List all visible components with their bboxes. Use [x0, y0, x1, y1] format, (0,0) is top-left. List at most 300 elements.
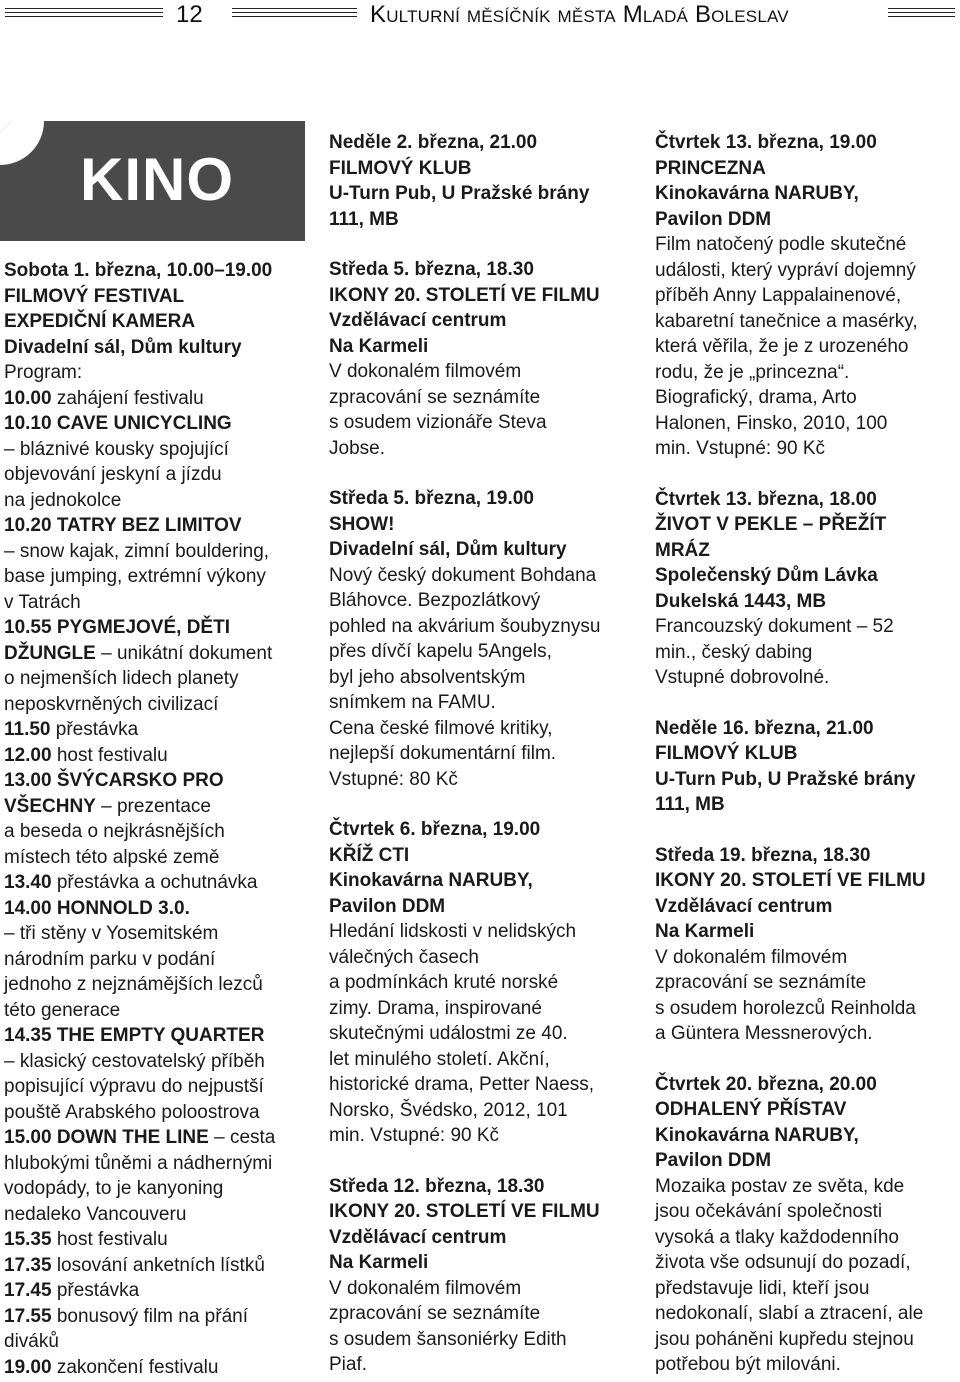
line-text: nejlepší dokumentární film. — [329, 743, 557, 764]
text-line — [4, 488, 309, 514]
line-text: bonusový film na přání — [51, 1305, 248, 1327]
line-text: na jednokolce — [4, 489, 122, 511]
line-bold-text: 15.35 — [4, 1229, 52, 1250]
line-bold-text: FILMOVÝ KLUB — [655, 743, 798, 764]
line-bold-text: 17.35 — [4, 1254, 52, 1276]
text-line — [4, 1278, 309, 1304]
line-bold-text: Čtvrtek 6. března, 19.00 — [329, 819, 541, 840]
line-text: snímkem na FAMU. — [329, 692, 496, 713]
line-text: jsou očekávání společnosti — [655, 1201, 883, 1222]
text-line — [329, 945, 639, 971]
text-line — [4, 921, 309, 947]
text-line — [4, 335, 309, 361]
line-text: let minulého století. Akční, — [329, 1048, 550, 1070]
line-bold-text: MRÁZ — [655, 539, 710, 561]
line-text: jsou poháněni kupředu stejnou — [655, 1328, 914, 1350]
text-line — [329, 588, 639, 614]
text-line — [329, 690, 639, 716]
line-text: Vstupné: 80 Kč — [329, 768, 458, 790]
text-line — [4, 386, 309, 412]
line-text: národním parku v podání — [4, 948, 216, 970]
line-text: Cena české filmové kritiky, — [329, 717, 553, 739]
line-text: losování anketních lístků — [51, 1254, 265, 1276]
line-text: – unikátní dokument — [95, 642, 273, 664]
line-bold-text: Čtvrtek 13. března, 19.00 — [655, 132, 877, 153]
line-text: host festivalu — [51, 1229, 168, 1250]
line-text: pohled na akvárium šoubyznysu — [329, 615, 601, 637]
line-text: jednoho z nejznámějších lezců — [4, 974, 263, 995]
event-block — [655, 487, 960, 691]
line-bold-text: 15.00 DOWN THE LINE — [4, 1127, 209, 1148]
line-text: představuje lidi, kteří jsou — [655, 1277, 870, 1299]
text-line — [4, 870, 309, 896]
page-header — [0, 0, 960, 40]
line-text: s osudem vizionáře Steva — [329, 412, 547, 433]
event-spacer — [655, 1047, 960, 1072]
line-bold-text: Vzdělávací centrum — [329, 310, 507, 331]
text-line — [655, 640, 960, 666]
line-bold-text: 13.00 ŠVÝCARSKO PRO — [4, 770, 224, 791]
event-block — [655, 716, 960, 818]
line-bold-text: Středa 5. března, 19.00 — [329, 488, 534, 509]
line-bold-text: 19.00 — [4, 1356, 52, 1378]
line-bold-text: Sobota 1. března, 10.00–19.00 — [4, 260, 273, 281]
line-text: popisující výpravu do nejpustší — [4, 1076, 264, 1097]
line-text: V dokonalém filmovém — [329, 1277, 522, 1299]
text-line — [329, 181, 639, 207]
line-text: V dokonalém filmovém — [329, 361, 522, 382]
line-text: objevování jeskyní a jízdu — [4, 464, 222, 485]
text-line — [329, 843, 639, 869]
text-line — [4, 794, 309, 820]
text-line — [329, 868, 639, 894]
line-text: byl jeho absolventským — [329, 666, 526, 688]
text-line — [4, 411, 309, 437]
line-text: a beseda o nejkrásnějších — [4, 821, 225, 842]
text-line — [329, 537, 639, 563]
line-bold-text: 13.40 — [4, 872, 52, 893]
text-line — [4, 1074, 309, 1100]
line-text: s osudem horolezců Reinholda — [655, 997, 916, 1019]
text-line — [4, 666, 309, 692]
text-line — [329, 385, 639, 411]
line-text: rodu, že je „princezna“. — [655, 361, 850, 383]
text-line — [655, 563, 960, 589]
line-text: skutečnými událostmi ze 40. — [329, 1023, 568, 1044]
line-text: potřebou být milováni. — [655, 1354, 841, 1375]
text-line — [329, 1047, 639, 1073]
line-text: přestávka — [50, 719, 139, 740]
text-line — [329, 996, 639, 1022]
text-line — [4, 896, 309, 922]
text-line — [655, 665, 960, 691]
text-line — [655, 868, 960, 894]
text-line — [4, 1100, 309, 1126]
line-bold-text: 111, MB — [329, 208, 399, 230]
line-bold-text: Neděle 16. března, 21.00 — [655, 717, 874, 739]
line-text: Halonen, Finsko, 2010, 100 — [655, 412, 888, 434]
line-bold-text: 11.50 — [4, 719, 51, 740]
line-text: zakončení festivalu — [51, 1356, 219, 1378]
header-rule-middle — [232, 16, 357, 17]
line-text: base jumping, extrémní výkony — [4, 566, 266, 587]
line-bold-text: Divadelní sál, Dům kultury — [329, 539, 567, 560]
text-line — [329, 257, 639, 283]
line-bold-text: Kinokavárna NARUBY, — [655, 1124, 859, 1146]
column-festival-program — [4, 258, 309, 1380]
text-line — [655, 741, 960, 767]
text-line — [4, 947, 309, 973]
text-line — [655, 360, 960, 386]
event-block — [329, 257, 639, 461]
event-block — [329, 486, 639, 792]
header-rule-right — [888, 16, 955, 17]
line-bold-text: 14.35 THE EMPTY QUARTER — [4, 1025, 265, 1046]
line-bold-text: Na Karmeli — [329, 335, 429, 357]
event-block — [655, 130, 960, 462]
line-bold-text: Čtvrtek 20. března, 20.00 — [655, 1073, 877, 1095]
column-events-3 — [655, 130, 960, 1378]
text-line — [329, 1225, 639, 1251]
text-line — [655, 1148, 960, 1174]
text-line — [4, 513, 309, 539]
line-text: této generace — [4, 999, 121, 1021]
text-line — [655, 334, 960, 360]
line-text: zahájení festivalu — [51, 387, 204, 409]
text-line — [655, 309, 960, 335]
text-line — [655, 1021, 960, 1047]
line-text: a Güntera Messnerových. — [655, 1023, 873, 1044]
text-line — [329, 817, 639, 843]
line-bold-text: EXPEDIČNÍ KAMERA — [4, 311, 196, 332]
header-rule-middle — [232, 12, 357, 13]
line-bold-text: Pavilon DDM — [655, 208, 772, 230]
text-line — [329, 156, 639, 182]
text-line — [655, 716, 960, 742]
line-text: vodopády, to je kanyoning — [4, 1178, 224, 1199]
line-bold-text: 111, MB — [655, 794, 725, 815]
line-bold-text: Středa 5. března, 18.30 — [329, 259, 534, 280]
text-line — [4, 1329, 309, 1355]
text-line — [4, 539, 309, 565]
line-bold-text: Pavilon DDM — [329, 895, 446, 917]
text-line — [329, 130, 639, 156]
line-bold-text: 10.00 — [4, 387, 52, 409]
line-bold-text: PRINCEZNA — [655, 157, 766, 179]
text-line — [329, 894, 639, 920]
text-line — [655, 512, 960, 538]
text-line — [329, 207, 639, 233]
text-line — [329, 741, 639, 767]
line-text: Program: — [4, 362, 83, 383]
text-line — [655, 1352, 960, 1378]
line-text: přes dívčí kapelu 5Angels, — [329, 641, 552, 662]
text-line — [329, 1123, 639, 1149]
text-line — [655, 1199, 960, 1225]
text-line — [655, 792, 960, 818]
text-line — [655, 1301, 960, 1327]
line-text: Norsko, Švédsko, 2012, 101 — [329, 1099, 568, 1121]
text-line — [4, 590, 309, 616]
line-bold-text: Dukelská 1443, MB — [655, 590, 827, 612]
text-line — [4, 1304, 309, 1330]
magazine-title: Kulturní měsíčník města Mladá Boleslav — [370, 1, 789, 28]
line-bold-text: U-Turn Pub, U Pražské brány — [655, 768, 916, 790]
text-line — [4, 309, 309, 335]
text-line — [329, 436, 639, 462]
header-rule-right — [888, 12, 955, 13]
line-bold-text: Kinokavárna NARUBY, — [655, 183, 859, 204]
text-line — [655, 894, 960, 920]
text-line — [329, 1098, 639, 1124]
text-line — [655, 614, 960, 640]
text-line — [4, 437, 309, 463]
text-line — [4, 998, 309, 1024]
text-line — [655, 181, 960, 207]
line-bold-text: Středa 12. března, 18.30 — [329, 1175, 545, 1197]
text-line — [329, 283, 639, 309]
text-line — [329, 1301, 639, 1327]
event-block — [655, 843, 960, 1047]
text-line — [4, 462, 309, 488]
line-text: události, který vypráví dojemný — [655, 259, 916, 281]
text-line — [4, 284, 309, 310]
line-text: – prezentace — [95, 795, 211, 817]
line-bold-text: 10.55 PYGMEJOVÉ, DĚTI — [4, 617, 230, 638]
text-line — [655, 232, 960, 258]
text-line — [4, 819, 309, 845]
line-bold-text: Pavilon DDM — [655, 1150, 772, 1171]
line-bold-text: U-Turn Pub, U Pražské brány — [329, 183, 590, 204]
line-text: hlubokými tůněmi a nádhernými — [4, 1152, 273, 1174]
line-text: zpracování se seznámíte — [329, 386, 541, 408]
text-line — [329, 1174, 639, 1200]
line-text: Francouzský dokument – 52 — [655, 616, 894, 637]
line-text: – tři stěny v Yosemitském — [4, 923, 219, 944]
text-line — [329, 334, 639, 360]
text-line — [4, 972, 309, 998]
text-line — [655, 436, 960, 462]
text-line — [4, 1202, 309, 1228]
text-line — [329, 486, 639, 512]
line-bold-text: Divadelní sál, Dům kultury — [4, 336, 242, 358]
line-bold-text: FILMOVÝ KLUB — [329, 157, 472, 179]
line-bold-text: VŠECHNY — [4, 795, 96, 817]
text-line — [329, 716, 639, 742]
line-bold-text: Na Karmeli — [329, 1252, 429, 1273]
line-bold-text: 12.00 — [4, 744, 52, 766]
text-line — [4, 1355, 309, 1381]
text-line — [655, 538, 960, 564]
text-line — [329, 512, 639, 538]
event-block — [655, 1072, 960, 1378]
text-line — [329, 308, 639, 334]
event-spacer — [655, 462, 960, 487]
line-bold-text: 10.10 CAVE UNICYCLING — [4, 413, 232, 434]
line-bold-text: Čtvrtek 13. března, 18.00 — [655, 488, 877, 510]
line-text: – cesta — [208, 1127, 276, 1148]
line-text: Biografický, drama, Arto — [655, 387, 857, 408]
text-line — [329, 919, 639, 945]
text-line — [329, 614, 639, 640]
line-text: přestávka a ochutnávka — [51, 872, 258, 893]
text-line — [329, 639, 639, 665]
text-line — [4, 360, 309, 386]
text-line — [329, 1352, 639, 1378]
text-line — [4, 1151, 309, 1177]
text-line — [655, 487, 960, 513]
text-line — [655, 207, 960, 233]
line-text: nedokonalí, slabí a ztracení, ale — [655, 1303, 924, 1324]
line-bold-text: KŘÍŽ CTI — [329, 844, 410, 866]
text-line — [329, 1021, 639, 1047]
line-bold-text: Vzdělávací centrum — [655, 895, 833, 917]
text-line — [655, 1250, 960, 1276]
text-line — [329, 1072, 639, 1098]
text-line — [655, 970, 960, 996]
text-line — [4, 564, 309, 590]
line-bold-text: 17.55 — [4, 1305, 52, 1327]
text-line — [4, 1023, 309, 1049]
text-line — [329, 1199, 639, 1225]
line-bold-text: SHOW! — [329, 513, 395, 535]
line-bold-text: Společenský Dům Lávka — [655, 565, 878, 586]
text-line — [655, 130, 960, 156]
event-spacer — [655, 691, 960, 716]
column-events-2 — [329, 130, 639, 1378]
text-line — [655, 843, 960, 869]
text-line — [655, 1072, 960, 1098]
line-text: zpracování se seznámíte — [655, 972, 867, 993]
line-text: kabaretní tanečnice a masérky, — [655, 310, 918, 332]
line-bold-text: Kinokavárna NARUBY, — [329, 870, 533, 891]
line-text: příběh Anny Lappalainenové, — [655, 285, 902, 306]
line-text: Nový český dokument Bohdana — [329, 564, 597, 586]
line-text: místech této alpské země — [4, 846, 220, 868]
line-text: pouště Arabského poloostrova — [4, 1101, 260, 1123]
line-bold-text: IKONY 20. STOLETÍ VE FILMU — [329, 284, 600, 306]
text-line — [4, 1049, 309, 1075]
line-text: V dokonalém filmovém — [655, 946, 848, 968]
line-text: Jobse. — [329, 437, 385, 459]
text-line — [329, 1276, 639, 1302]
line-text: min., český dabing — [655, 641, 813, 663]
line-bold-text: IKONY 20. STOLETÍ VE FILMU — [655, 870, 926, 891]
text-line — [655, 589, 960, 615]
line-text: přestávka — [51, 1280, 140, 1301]
event-spacer — [329, 232, 639, 257]
text-line — [655, 767, 960, 793]
line-text: min. Vstupné: 90 Kč — [329, 1125, 500, 1146]
text-line — [4, 1125, 309, 1151]
line-bold-text: IKONY 20. STOLETÍ VE FILMU — [329, 1201, 600, 1222]
line-text: válečných časech — [329, 946, 479, 968]
line-text: historické drama, Petter Naess, — [329, 1074, 595, 1095]
line-bold-text: ŽIVOT V PEKLE – PŘEŽÍT — [655, 514, 887, 535]
header-rule-right — [888, 8, 955, 9]
header-rule-left — [5, 16, 163, 17]
line-bold-text: Na Karmeli — [655, 921, 755, 942]
text-line — [4, 845, 309, 871]
text-line — [4, 743, 309, 769]
line-text: Piaf. — [329, 1354, 368, 1375]
text-line — [4, 615, 309, 641]
text-line — [4, 258, 309, 284]
text-line — [655, 411, 960, 437]
section-title: KINO — [80, 146, 234, 213]
line-text: diváků — [4, 1331, 59, 1352]
text-line — [655, 385, 960, 411]
text-line — [655, 996, 960, 1022]
line-text: Vstupné dobrovolné. — [655, 667, 830, 688]
line-text: Bláhovce. Bezpozlátkový — [329, 590, 541, 611]
header-rule-left — [5, 8, 163, 9]
text-line — [655, 1097, 960, 1123]
text-line — [655, 945, 960, 971]
text-line — [655, 258, 960, 284]
text-line — [4, 641, 309, 667]
text-line — [655, 919, 960, 945]
line-bold-text: 17.45 — [4, 1280, 52, 1301]
line-text: vysoká a tlaky každodenního — [655, 1226, 899, 1248]
event-spacer — [329, 1149, 639, 1174]
event-block — [329, 130, 639, 232]
line-bold-text: Vzdělávací centrum — [329, 1226, 507, 1248]
text-line — [4, 768, 309, 794]
event-block — [329, 1174, 639, 1378]
text-line — [655, 1225, 960, 1251]
text-line — [655, 1174, 960, 1200]
line-text: neposkvrněných civilizací — [4, 693, 219, 715]
line-text: života vše odsunují do pozadí, — [655, 1252, 911, 1273]
line-text: – klasický cestovatelský příběh — [4, 1050, 265, 1072]
line-bold-text: ODHALENÝ PŘÍSTAV — [655, 1099, 847, 1120]
text-line — [329, 410, 639, 436]
line-text: min. Vstupné: 90 Kč — [655, 438, 826, 459]
text-line — [329, 359, 639, 385]
line-bold-text: FILMOVÝ FESTIVAL — [4, 285, 185, 307]
text-line — [4, 1253, 309, 1279]
line-text: Hledání lidskosti v nelidských — [329, 921, 577, 942]
line-text: zpracování se seznámíte — [329, 1303, 541, 1324]
line-text: Mozaika postav ze světa, kde — [655, 1175, 905, 1197]
text-line — [4, 1176, 309, 1202]
page-number: 12 — [176, 1, 203, 28]
line-text: – snow kajak, zimní bouldering, — [4, 540, 270, 562]
line-bold-text: 14.00 HONNOLD 3.0. — [4, 897, 190, 919]
text-line — [4, 692, 309, 718]
text-line — [329, 563, 639, 589]
line-text: a podmínkách kruté norské — [329, 972, 559, 993]
line-bold-text: DŽUNGLE — [4, 642, 96, 664]
header-rule-middle — [232, 8, 357, 9]
event-spacer — [329, 461, 639, 486]
line-text: o nejmenších lidech planety — [4, 668, 239, 689]
line-text: která věřila, že je z urozeného — [655, 336, 909, 357]
line-bold-text: Neděle 2. března, 21.00 — [329, 132, 538, 153]
text-line — [655, 1276, 960, 1302]
line-text: zimy. Drama, inspirované — [329, 997, 542, 1019]
text-line — [329, 767, 639, 793]
text-line — [655, 1327, 960, 1353]
line-text: nedaleko Vancouveru — [4, 1203, 187, 1225]
event-spacer — [655, 818, 960, 843]
event-block — [329, 817, 639, 1149]
event-spacer — [329, 792, 639, 817]
text-line — [329, 1327, 639, 1353]
line-bold-text: 10.20 TATRY BEZ LIMITOV — [4, 515, 242, 536]
line-text: s osudem šansoniérky Edith — [329, 1328, 567, 1350]
